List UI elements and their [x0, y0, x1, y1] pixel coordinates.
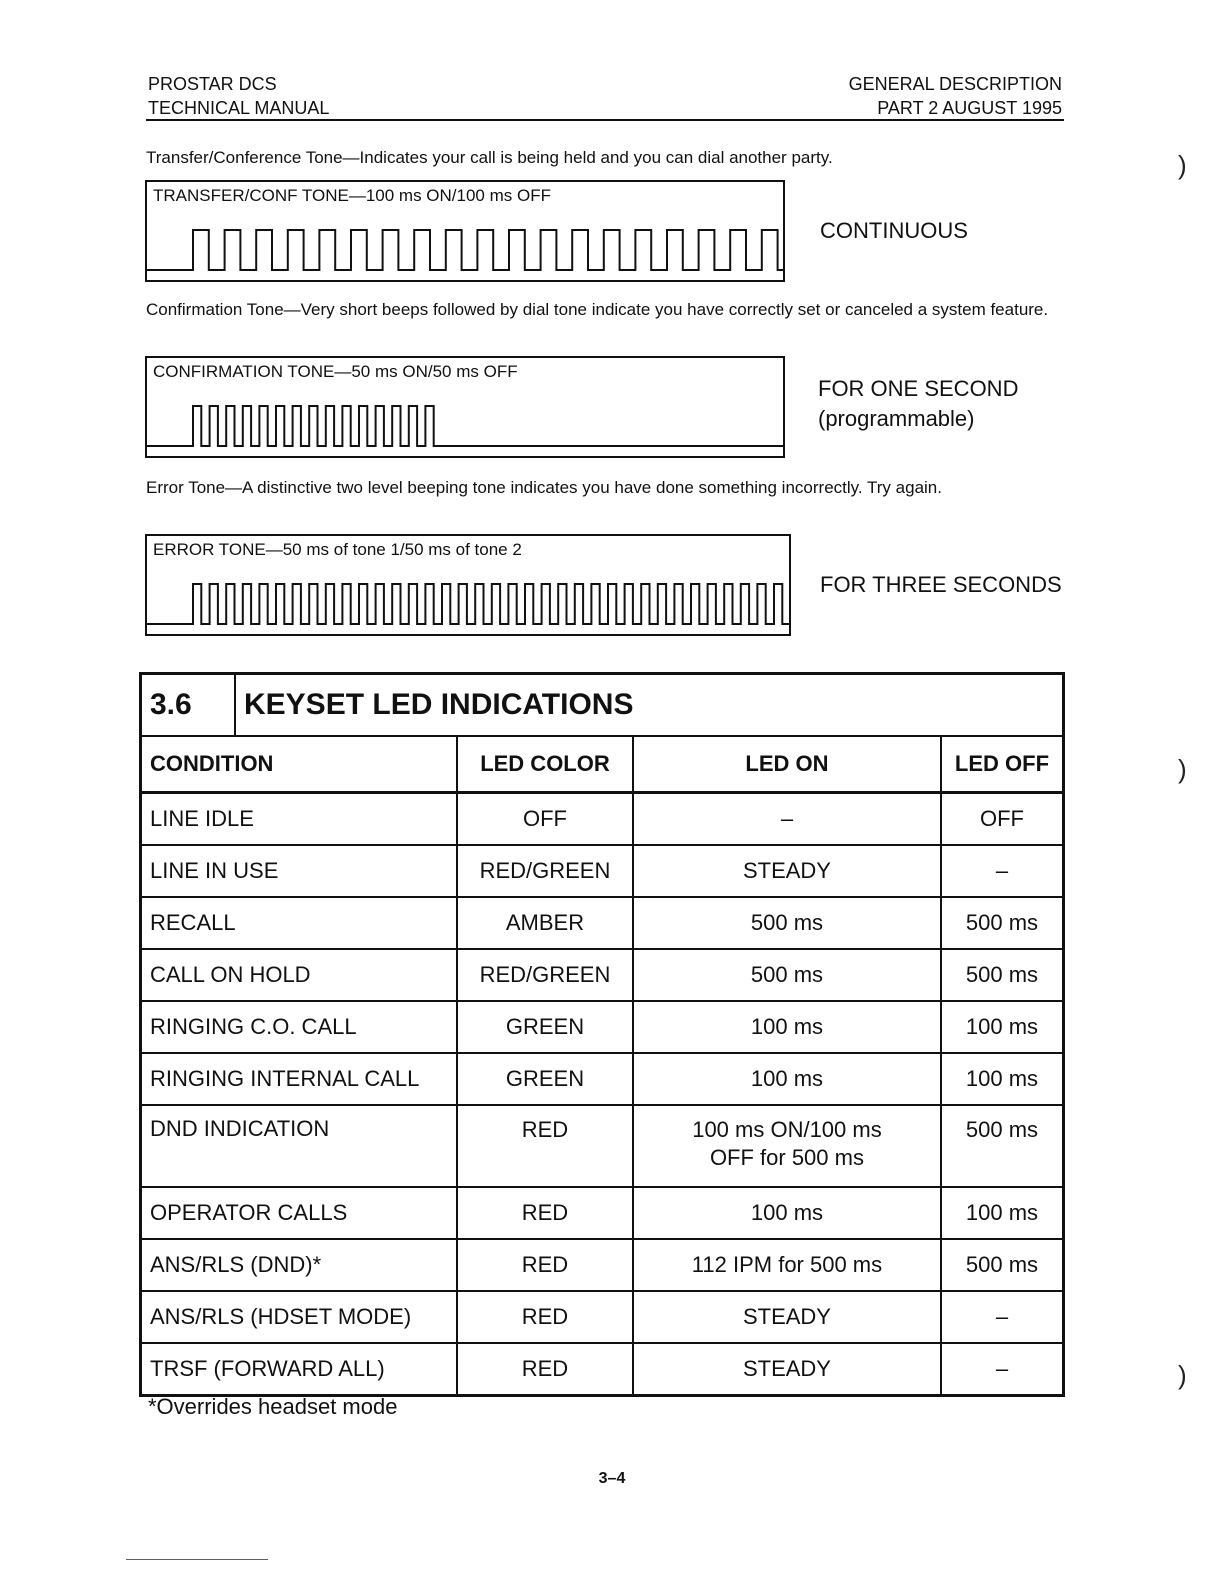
led-on-cell: STEADY	[633, 1291, 941, 1343]
error-tone-pulses	[147, 584, 789, 624]
confirmation-tone-pulses	[147, 406, 783, 446]
led-color-cell: RED	[457, 1239, 633, 1291]
error-tone-duration	[820, 570, 1062, 600]
header-right	[849, 72, 1062, 120]
transfer-tone-duration	[820, 216, 968, 246]
confirmation-tone-duration	[818, 374, 1018, 434]
confirmation-tone-diagram	[145, 356, 785, 458]
condition-cell: RINGING C.O. CALL	[141, 1001, 457, 1053]
table-row	[141, 1239, 1064, 1291]
led-on-cell: –	[633, 793, 941, 846]
scan-mark-bottom: )	[1178, 1360, 1187, 1390]
confirmation-duration-text: FOR ONE SECOND	[818, 376, 1019, 401]
manual-title: PROSTAR DCS	[148, 74, 277, 94]
led-on-cell: 100 ms	[633, 1001, 941, 1053]
led-on-cell: 100 ms	[633, 1187, 941, 1239]
transfer-tone-label: TRANSFER/CONF TONE—100 ms ON/100 ms OFF	[153, 186, 551, 205]
table-row	[141, 1343, 1064, 1396]
led-off-cell: 500 ms	[941, 1239, 1064, 1291]
led-color-cell: GREEN	[457, 1001, 633, 1053]
table-row	[141, 897, 1064, 949]
led-off-cell: OFF	[941, 793, 1064, 846]
led-on-cell: STEADY	[633, 1343, 941, 1396]
condition-cell: DND INDICATION	[141, 1105, 457, 1187]
part-date: PART 2 AUGUST 1995	[877, 98, 1062, 118]
scan-mark-top: )	[1178, 150, 1187, 180]
scan-mark-middle: )	[1178, 754, 1187, 784]
table-row	[141, 845, 1064, 897]
error-tone-diagram	[145, 534, 791, 636]
led-color-cell: RED	[457, 1291, 633, 1343]
confirmation-tone-description: Confirmation Tone—Very short beeps followed by dial tone indicate you have correctly set or canceled a system feature.	[146, 300, 1049, 319]
error-tone-label: ERROR TONE—50 ms of tone 1/50 ms of tone 2	[153, 540, 522, 559]
led-on-cell	[633, 1105, 941, 1187]
condition-cell: RECALL	[141, 897, 457, 949]
section-name: GENERAL DESCRIPTION	[848, 74, 1062, 94]
table-row	[141, 1001, 1064, 1053]
confirmation-tone-label: CONFIRMATION TONE—50 ms ON/50 ms OFF	[153, 362, 518, 381]
condition-cell: RINGING INTERNAL CALL	[141, 1053, 457, 1105]
led-off-cell: 100 ms	[941, 1187, 1064, 1239]
led-color-cell: RED	[457, 1105, 633, 1187]
section-title: KEYSET LED INDICATIONS	[235, 674, 1064, 737]
led-color-cell: AMBER	[457, 897, 633, 949]
led-off-cell: –	[941, 1343, 1064, 1396]
table-row	[141, 949, 1064, 1001]
led-off-cell: 500 ms	[941, 1105, 1064, 1187]
header-led-color: LED COLOR	[457, 736, 633, 793]
header-left	[148, 72, 329, 120]
table-header-row	[141, 736, 1064, 793]
transfer-duration-text: CONTINUOUS	[820, 218, 968, 243]
confirmation-tone-waveform	[147, 358, 783, 456]
led-off-cell: 500 ms	[941, 949, 1064, 1001]
confirmation-duration-note: (programmable)	[818, 406, 975, 431]
led-on-cell: STEADY	[633, 845, 941, 897]
condition-cell: ANS/RLS (DND)*	[141, 1239, 457, 1291]
transfer-tone-diagram	[145, 180, 785, 282]
led-off-cell: 100 ms	[941, 1053, 1064, 1105]
led-color-cell: OFF	[457, 793, 633, 846]
header-led-off: LED OFF	[941, 736, 1064, 793]
condition-cell: ANS/RLS (HDSET MODE)	[141, 1291, 457, 1343]
led-color-cell: RED/GREEN	[457, 845, 633, 897]
table-row	[141, 1187, 1064, 1239]
section-heading-row	[141, 674, 1064, 737]
table-row	[141, 1053, 1064, 1105]
table-row	[141, 793, 1064, 846]
led-off-cell: 100 ms	[941, 1001, 1064, 1053]
led-on-cell: 500 ms	[633, 897, 941, 949]
header-led-on: LED ON	[633, 736, 941, 793]
condition-cell: OPERATOR CALLS	[141, 1187, 457, 1239]
led-color-cell: RED	[457, 1187, 633, 1239]
error-duration-text: FOR THREE SECONDS	[820, 572, 1062, 597]
footnote: *Overrides headset mode	[148, 1394, 398, 1419]
led-color-cell: RED	[457, 1343, 633, 1396]
error-tone-waveform	[147, 536, 789, 634]
header-condition: CONDITION	[141, 736, 457, 793]
led-off-cell: 500 ms	[941, 897, 1064, 949]
condition-cell: CALL ON HOLD	[141, 949, 457, 1001]
condition-cell: LINE IDLE	[141, 793, 457, 846]
led-off-cell: –	[941, 1291, 1064, 1343]
led-on-cell: 500 ms	[633, 949, 941, 1001]
table-row	[141, 1291, 1064, 1343]
transfer-tone-waveform	[147, 182, 783, 280]
led-color-cell: RED/GREEN	[457, 949, 633, 1001]
edge-line	[126, 1559, 268, 1560]
header-rule	[146, 119, 1064, 121]
led-on-cell: 100 ms	[633, 1053, 941, 1105]
condition-cell: LINE IN USE	[141, 845, 457, 897]
table-row	[141, 1105, 1064, 1187]
page-number: 3–4	[598, 1470, 626, 1487]
led-indications-table	[139, 672, 1065, 1397]
transfer-tone-pulses	[147, 230, 783, 270]
led-on-cell: 112 IPM for 500 ms	[633, 1239, 941, 1291]
led-off-cell: –	[941, 845, 1064, 897]
error-tone-description: Error Tone—A distinctive two level beeping tone indicates you have done something incorrectly. Try again.	[146, 478, 942, 497]
transfer-tone-description: Transfer/Conference Tone—Indicates your call is being held and you can dial another party.	[146, 148, 833, 167]
led-color-cell: GREEN	[457, 1053, 633, 1105]
led-on-line1: 100 ms ON/100 ms	[692, 1117, 882, 1142]
section-number: 3.6	[141, 674, 236, 737]
led-on-line2: OFF for 500 ms	[709, 1145, 864, 1170]
manual-subtitle: TECHNICAL MANUAL	[148, 98, 330, 118]
condition-cell: TRSF (FORWARD ALL)	[141, 1343, 457, 1396]
